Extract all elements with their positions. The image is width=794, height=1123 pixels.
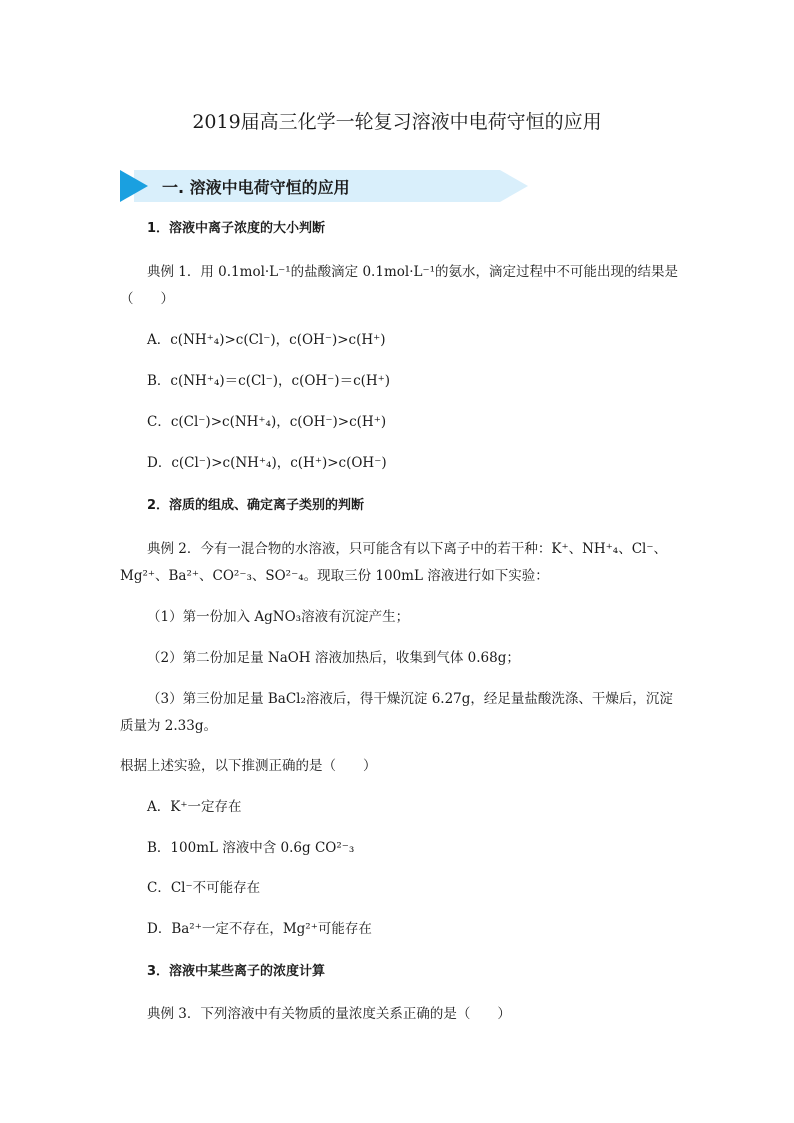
example-1-option-d: D．c(Cl⁻)>c(NH⁺₄)，c(H⁺)>c(OH⁻) bbox=[147, 455, 387, 471]
subheading-2: 2．溶质的组成、确定离子类别的判断 bbox=[147, 498, 365, 513]
example-1-line-1: 典例 1．用 0.1mol·L⁻¹的盐酸滴定 0.1mol·L⁻¹的氨水，滴定过程中不可能出现的结果是 bbox=[147, 264, 678, 280]
section-heading: 一. 溶液中电荷守恒的应用 bbox=[162, 178, 350, 197]
example-2-option-b: B．100mL 溶液中含 0.6g CO²⁻₃ bbox=[147, 840, 355, 856]
example-1-option-c: C．c(Cl⁻)>c(NH⁺₄)，c(OH⁻)>c(H⁺) bbox=[147, 414, 387, 430]
example-1-option-a: A．c(NH⁺₄)>c(Cl⁻)，c(OH⁻)>c(H⁺) bbox=[147, 332, 386, 348]
example-1-line-2: （ ） bbox=[120, 291, 174, 307]
example-2-line-1: 典例 2．今有一混合物的水溶液，只可能含有以下离子中的若干种：K⁺、NH⁺₄、Cl⁻、 bbox=[147, 541, 667, 557]
document-title: 2019届高三化学一轮复习溶液中电荷守恒的应用 bbox=[192, 111, 602, 133]
example-1-option-b: B．c(NH⁺₄)＝c(Cl⁻)，c(OH⁻)＝c(H⁺) bbox=[147, 373, 391, 389]
section-banner bbox=[120, 170, 530, 202]
example-2-step-1: （1）第一份加入 AgNO₃溶液有沉淀产生； bbox=[147, 609, 410, 625]
example-2-step-3a: （3）第三份加足量 BaCl₂溶液后，得干燥沉淀 6.27g，经足量盐酸洗涤、干燥后，沉淀 bbox=[147, 691, 673, 707]
example-3-line-1: 典例 3．下列溶液中有关物质的量浓度关系正确的是（ ） bbox=[147, 1006, 511, 1022]
subheading-1: 1．溶液中离子浓度的大小判断 bbox=[147, 221, 326, 236]
example-2-option-a: A．K⁺一定存在 bbox=[147, 799, 242, 815]
example-2-step-2: （2）第二份加足量 NaOH 溶液加热后，收集到气体 0.68g； bbox=[147, 650, 520, 666]
example-2-line-2: Mg²⁺、Ba²⁺、CO²⁻₃、SO²⁻₄。现取三份 100mL 溶液进行如下实验： bbox=[120, 568, 549, 584]
example-2-question: 根据上述实验，以下推测正确的是（ ） bbox=[120, 758, 377, 774]
example-2-step-3b: 质量为 2.33g。 bbox=[120, 718, 217, 734]
example-2-option-c: C．Cl⁻不可能存在 bbox=[147, 880, 261, 896]
subheading-3: 3．溶液中某些离子的浓度计算 bbox=[147, 964, 326, 979]
example-2-option-d: D．Ba²⁺一定不存在，Mg²⁺可能存在 bbox=[147, 921, 372, 937]
